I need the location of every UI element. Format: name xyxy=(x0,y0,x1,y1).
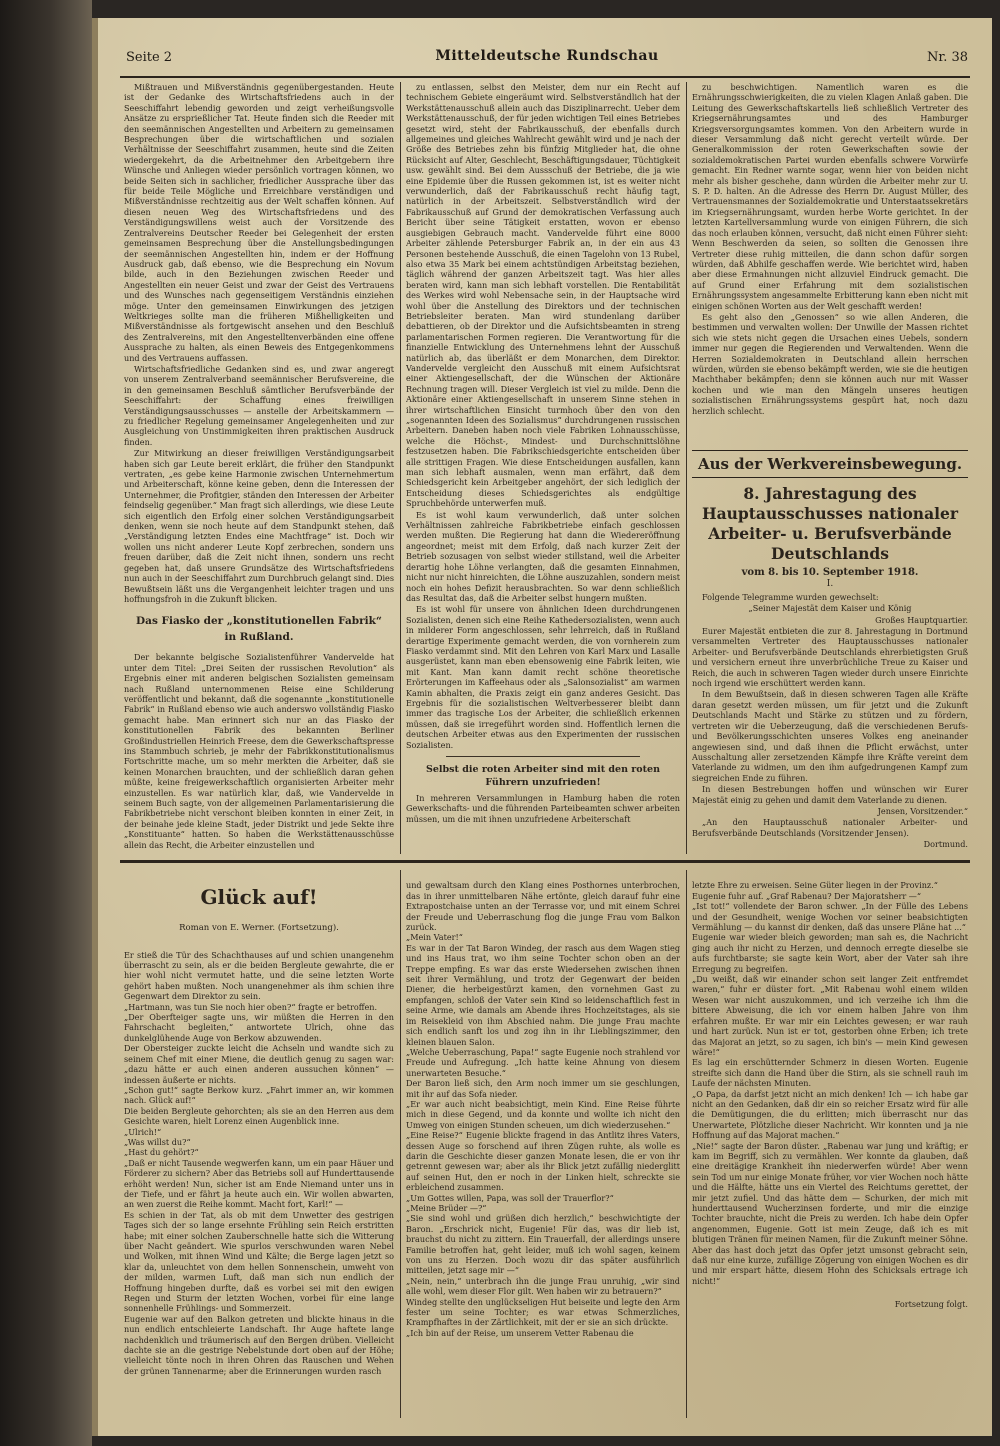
article-text: „An den Hauptausschuß nationaler Arbeiter- und Berufsverbände Deutschlands (Vorsitzender Jensen). xyxy=(692,817,968,838)
section-divider xyxy=(446,756,640,757)
article-text: Folgende Telegramme wurden gewechselt: xyxy=(702,591,879,602)
column-divider xyxy=(400,82,401,854)
column-divider xyxy=(400,870,401,1418)
article-text: zu beschwichtigen. Namentlich waren es die Ernährungsschwierigkeiten, die zu vielen Klagen Anlaß gaben. Die Leitung des Gewerkschaftskartells ließ schließlich Vertreter des Kriegsernährungsamtes und des Hamburger Kriegsversorgungsamtes kommen. Von den Arbeitern wurde in dieser Versammlung daß nicht gerecht verteilt würde. Der Generalkommission der roten Gewerkschaften sowie der sozialdemokratischen Partei wurden ebenfalls schwere Vorwürfe gemacht. Ein Redner warnte sogar, wenn hier von beiden nicht mehr als bisher geschehe, dann würden die Arbeiter mehr zur U. S. P. D. halten. An die Adresse des Herrn Dr. August Müller, des Vertrauensmannes der Sozialdemokratie und Unterstaatssekretärs im Kriegsernährungsamt, wurden herbe Worte gerichtet. In der letzten Kartellversammlung wurde von einigen Führern, die sich das noch erlauben können, versucht, daß nicht einen Führer sieht: Wenn Beschwerden da seien, so sollten die Genossen ihre Vertreter diese ruhig mitteilen, die dann schon dafür sorgen würden, daß Abhilfe geschaffen werde. Wie berichtet wird, haben aber diese Ermahnungen nicht allzuviel Eindruck gemacht. Die auf Grund einer Erfahrung mit dem sozialistischen Ernährungssystem angesammelte Erbitterung kann eben nicht mit einigen schönen Worten aus der Welt geschafft werden! xyxy=(692,82,968,311)
page-number: Seite 2 xyxy=(126,50,173,65)
telegram-address: „Seiner Majestät dem Kaiser und König xyxy=(748,603,912,614)
novel-column-1 xyxy=(124,870,394,1418)
part-number: I. xyxy=(826,579,834,590)
article-text: In diesen Bestrebungen hoffen und wünschen wir Eurer Majestät einig zu gehen und damit dem Vaterlande zu dienen. xyxy=(692,784,968,805)
article-heading: Das Fiasko der „konstitutionellen Fabrik“ xyxy=(136,615,382,628)
signature-location: Dortmund. xyxy=(923,839,968,850)
article-text: In mehreren Versammlungen in Hamburg haben die roten Gewerkschafts- und die führenden Parteibeamten schwer arbeiten müssen, um die mit ihnen unzufriedene Arbeiterschaft xyxy=(406,793,680,824)
novel-column-3 xyxy=(692,870,968,1418)
meeting-date: vom 8. bis 10. September 1918. xyxy=(741,567,919,578)
header-rule xyxy=(120,76,970,78)
article-text: In dem Bewußtsein, daß in diesen schweren Tagen alle Kräfte daran gesetzt werden müssen, um für jetzt und die Zukunft Deutschlands Macht und Stärke zu stützen und zu fördern, vertreten wir die Ueberzeugung, daß die verschiedenen Berufs- und Bevölkerungsschichten unseres Volkes eng aneinander angewiesen sind, und daß ihnen die Pflicht erwächst, unter Ausschaltung aller zersetzenden Kämpfe ihre Kräfte vereint dem Vaterlande zu widmen, um den ihm aufgedrungenen Kampf zum siegreichen Ende zu führen. xyxy=(692,689,968,783)
feuilleton-rule xyxy=(120,860,970,863)
column-divider xyxy=(686,870,687,1418)
newspaper-title: Mitteldeutsche Rundschau xyxy=(435,48,659,64)
novel-text: und gewaltsam durch den Klang eines Posthornes unterbrochen, das in ihrer unmittelbaren Nähe ertönte, gleich darauf fuhr eine Extrapostchaise unten an der Terrasse vor, und mit einem Schrei der Freude und Ueberraschung flog die junge Frau vom Balkon zurück. „Mein Vater!“ Es war in der Tat Baron Windeg, der rasch aus dem Wagen stieg und ins Haus trat, wo ihm seine Tochter schon oben an der Treppe empfing. Es war das erste Wiedersehen zwischen ihnen seit ihrer Vermählung, und trotz der Gegenwart der beiden Diener, die herbeigestürzt kamen, den vornehmen Gast zu empfangen, schloß der Vater sein Kind so leidenschaftlich fest in seine Arme, wie damals am Abende ihres Hochzeitstages, als sie im Reisekleid von ihm Abschied nahm. Die junge Frau machte sich endlich sanft los und zog ihn in ihr Lieblingszimmer, den kleinen blauen Salon. „Welche Ueberraschung, Papa!“ sagte Eugenie noch strahlend vor Freude und Aufregung. „Ich hatte keine Ahnung von diesem unerwarteten Besuche.“ Der Baron ließ sich, den Arm noch immer um sie geschlungen, mit ihr auf das Sofa nieder. „Er war auch nicht beabsichtigt, mein Kind. Eine Reise führte mich in diese Gegend, und da konnte und wollte ich nicht den Umweg von einigen Stunden scheuen, um dich wiederzusehen.“ „Eine Reise?“ Eugenie blickte fragend in das Antlitz ihres Vaters, dessen Auge so forschend auf ihren Zügen ruhte, als wolle es darin die Geschichte dieser ganzen Monate lesen, die er von ihr getrennt gewesen war; aber als ihr Blick jetzt zufällig niederglitt auf seinen Hut, den er noch in der Linken hielt, schreckte sie erbleichend zusammen. „Um Gottes willen, Papa, was soll der Trauerflor?“ „Meine Brüder —?“ „Sie sind wohl und grüßen dich herzlich,“ beschwichtigte der Baron. „Erschrick nicht, Eugenie! Für das, was dir lieb ist, brauchst du nicht zu zittern. Ein Trauerfall, der allerdings unsere Familie betroffen hat, geht leider, muß ich wohl sagen, keinem von uns zu Herzen. Doch wozu dir das später ausführlich mitteilen, jetzt sage mir —“ „Nein, nein,“ unterbrach ihn die junge Frau unruhig, „wir sind alle wohl, wem dieser Flor gilt. Wen haben wir zu betrauern?“ Windeg stellte den unglückseligen Hut beiseite und legte den Arm fester um seine Tochter; es war etwas Schmerzliches, Krampfhaftes in der Zärtlichkeit, mit der er sie an sich drückte. „Ich bin auf der Reise, um unserem Vetter Rabenau die xyxy=(406,880,680,1338)
article-text: Mißtrauen und Mißverständnis gegenübergestanden. Heute ist der Gedanke des Wirtschaftsfriedens auch in der Seeschiffahrt lebendig geworden und zeigt verheißungsvolle Ansätze zu ersprießlicher Tat. Heute finden sich die Reeder mit den seemännischen Angestellten und Arbeitern zu gemeinsamen Besprechungen über die wirtschaftlichen und sozialen Verhältnisse der Seeschiffahrt zusammen, heute sind die Zeiten wiedergekehrt, da die Arbeitnehmer den Arbeitgebern ihre Wünsche und Anliegen wieder persönlich vortragen können, wo beide Seiten sich in sachlicher, friedlicher Aussprache über das für beide Teile Mögliche und Erreichbare verständigen und Mißverständnisse rechtzeitig aus der Welt schaffen können. Auf diesen neuen Weg des Wirtschaftsfriedens und des Verständigungswillens weist auch der Vorsitzende des Zentralvereins Deutscher Reeder bei Gelegenheit der ersten gemeinsamen Besprechung über die Anstellungsbedingungen der seemännischen Angestellten hin, indem er der Hoffnung Ausdruck gab, daß ebenso, wie die Besprechung ein Novum bilde, auch in den Beziehungen zwischen Reeder und Angestellten ein neuer Geist und zwar der Geist des Vertrauens und des Wunsches nach gegenseitigem Verständnis einziehen möge. Unter den gemeinsamen Einwirkungen des jetzigen Weltkrieges sollte man die früheren Mißhelligkeiten und Mißverständnisse als fortgewischt ansehen und den Beschluß des Zentralvereins, mit den Angestelltenverbänden eine offene Aussprache zu halten, als einen Beweis des Entgegenkommens und des Vertrauens auffassen. xyxy=(124,82,394,363)
article-heading: Selbst die roten Arbeiter sind mit den roten Führern unzufrieden! xyxy=(426,764,660,788)
article-heading-sub: in Rußland. xyxy=(224,631,294,644)
article-text: Der bekannte belgische Sozialistenführer Vandervelde hat unter dem Titel: „Drei Seiten der russischen Revolution“ als Ergebnis einer mit anderen belgischen Sozialisten gemeinsam nach Rußland unternommenen Reise eine Schilderung veröffentlicht und bekannt, daß die sogenannte „konstitutionelle Fabrik“ in Rußland ebenso wie auch anderswo vollständig Fiasko gemacht habe. Man erinnert sich nur an das Fiasko der konstitutionellen Fabrik des bekannten Berliner Großindustriellen Heinrich Freese, dem die Gewerkschaftspresse ins Stammbuch schrieb, je mehr der Fabrikkonstitutionalismus Fortschritte mache, um so mehr merkten die Arbeiter, daß sie keinen Monarchen brauchten, und der schließlich daran gehen müßte, keine freigewerkschaftlich organisierten Arbeiter mehr einzustellen. Es war natürlich klar, daß, wie Vandervelde in seinem Buch sagte, von der allgemeinen Parlamentarisierung die Fabrikbetriebe nicht verschont bleiben konnten in einer Zeit, in der beinahe jede kleine Stadt, jeder Distrikt und jede Sekte ihre „Konstituante“ hatten. So haben die Werkstättenausschüsse allein das Recht, die Arbeiter einzustellen und xyxy=(124,652,394,850)
article-text: zu entlassen, selbst den Meister, dem nur ein Recht auf technischem Gebiete eingeräumt wird. Selbstverständlich hat der Werkstättenausschuß allein auch das Disziplinarrecht. Ueber dem Werkstättenausschuß, der für jeden wichtigen Teil eines Betriebes gesetzt wird, steht der Fabrikausschuß, der ebenfalls durch allgemeines und gleiches Wahlrecht gewählt wird und je nach der Größe des Betriebes zehn bis fünfzig Mitglieder hat, die ohne Rücksicht auf Alter, Geschlecht, Beschäftigungsdauer, Tüchtigkeit usw. gewählt sind. Bei dem Aussschuß der Betriebe, die ja wie eine Epidemie über die Russen gekommen ist, ist es weiter nicht verwunderlich, daß der Fabrikausschuß recht häufig tagt, natürlich in der Arbeitszeit. Selbstverständlich wird der Fabrikausschuß auf Grund der demokratischen Verfassung auch Bericht über seine Tätigkeit erstatten, wovon er ebenso ausgiebigen Gebrauch macht. Vandervelde führt eine 8000 Arbeiter zählende Petersburger Fabrik an, in der ein aus 43 Personen bestehende Ausschuß, die einen Tagelohn von 13 Rubel, also etwa 35 Mark bei einem achtstündigen Arbeitstag beziehen, täglich während der ganzen Arbeitszeit tagt. Was hier alles beraten wird, kann man sich lebhaft vorstellen. Die Rentabilität des Werkes wird wohl Nebensache sein, in der Hauptsache wird wohl über die Anstellung des Direktors und der technischen Betriebsleiter beraten. Man wird stundenlang darüber debattieren, ob der Direktor und die Aufsichtsbeamten in streng parlamentarischen Formen regieren. Die Verantwortung für die finanzielle Entwicklung des Unternehmens lehnt der Ausschuß natürlich ab, das überläßt er dem Monarchen, dem Direktor. Vandervelde vergleicht den Ausschuß mit einem Aufsichtsrat einer Aktiengesellschaft, der die Wünschen der Aktionäre Rechnung tragen will. Dieser Vergleich ist viel zu milde. Denn die Aktionäre einer Aktiengesellschaft in unserem Sinne stehen in ihrer wirtschaftlichen Einsicht turmhoch über den von den „sogenannten Ideen des Sozialismus“ durchdrungenen russischen Arbeitern. Daneben haben noch viele Fabriken Lohnausschüsse, welche die Höchst-, Mindest- und Durchschnittslöhne festzusetzen haben. Die Fabrikschiedsgerichte entscheiden über alle strittigen Fragen. Wie diese Entscheidungen ausfallen, kann man sich lebhaft ausmalen, wenn man erfährt, daß dem Schiedsgericht kein Arbeitgeber angehört, der sich lediglich der Entscheidung dieses Schiedsgerichtes als endgültige Spruchbehörde unterwerfen muß. xyxy=(406,82,680,509)
telegram-location: Großes Hauptquartier. xyxy=(875,614,968,625)
column-3-upper xyxy=(692,82,968,440)
column-2 xyxy=(406,82,680,854)
column-1 xyxy=(124,82,394,854)
novel-title: Glück auf! xyxy=(200,885,318,910)
novel-byline: Roman von E. Werner. (Fortsetzung). xyxy=(179,922,339,933)
article-text: Zur Mitwirkung an dieser freiwilligen Verständigungsarbeit haben sich gar Leute bereit erklärt, die früher den Standpunkt vertraten, „es gebe keine Harmonie zwischen Unternehmertum und Arbeiterschaft, könne keine geben, denn die Interessen der Unternehmer, die Profitgier, ständen den Interessen der Arbeiter feindselig gegenüber.“ Man fragt sich allerdings, wie diese Leute sich eigentlich den Erfolg einer solchen Verständigungsarbeit denken, wenn sie noch heute auf dem Standpunkt stehen, daß „Verständigung letzten Endes eine Machtfrage“ ist. Doch wir wollen uns nicht anderer Leute Kopf zerbrechen, sondern uns freuen darüber, daß die Zeit nicht ihnen, sondern uns recht gegeben hat, daß unsere Grundsätze des Wirtschaftsfriedens nun auch in der Seeschiffahrt zum Durchbruch gelangt sind. Dies Bewußtsein läßt uns die Vergangenheit leichter tragen und uns hoffnungsfroh in die Zukunft blicken. xyxy=(124,448,394,604)
article-text: Es ist wohl kaum verwunderlich, daß unter solchen Verhältnissen zahlreiche Fabrikbetriebe einfach geschlossen werden mußten. Die Regierung hat dann die Wiedereröffnung angeordnet; meist mit dem Erfolg, daß nach kurzer Zeit der Betrieb sozusagen von selbst wieder stillstand, weil die Arbeiter derartig hohe Löhne verlangten, daß die gesamten Einnahmen, nicht nur nicht hinreichten, die Löhne auszuzahlen, sondern meist noch ein hohes Defizit herausbrachten. So war denn schließlich das Resultat das, daß die Arbeiter selbst hungern mußten. xyxy=(406,509,680,603)
article-text: Eurer Majestät entbieten die zur 8. Jahrestagung in Dortmund versammelten Vertreter des Hauptausschusses nationaler Arbeiter- und Berufsverbände Deutschlands ehrerbietigsten Gruß und versichern erneut ihre unverbrüchliche Treue zu Kaiser und Reich, die auch in schweren Tagen wieder durch unsere Einrichte noch irgend wie erschüttert werden kann. xyxy=(692,626,968,689)
continuation-note: Fortsetzung folgt. xyxy=(894,1298,968,1309)
article-text: Es ist wohl für unsere von ähnlichen Ideen durchdrungenen Sozialisten, denen sich eine Reihe Kathedersozialisten, wenn auch in milderer Form angeschlossen, sehr lehrreich, daß in Rußland derartige Experimente gemacht werden, die von vornherein zum Fiasko verdammt sind. Mit den Lehren von Karl Marx und Lasalle ausgerüstet, kann man eben ebensowenig eine Fabrik leiten, wie mit Kant. Man kann damit recht schöne theoretische Erörterungen im Kaffeehaus oder als „Salonsozialist“ am warmen Kamin abhalten, die Praxis zeigt ein ganz anderes Gesicht. Das Ergebnis für die sozialistischen Weltverbesserer bleibt dann immer das tragische Los der Arbeiter, die schließlich erkennen müssen, daß sie irregeführt worden sind. Hoffentlich lernen die deutschen Arbeiter etwas aus den Experimenten der russischen Sozialisten. xyxy=(406,604,680,750)
signature: Jensen, Vorsitzender.“ xyxy=(877,805,968,816)
column-3-lower xyxy=(692,442,968,854)
book-binding xyxy=(0,0,92,1446)
newspaper-page xyxy=(92,18,992,1436)
page-header xyxy=(126,48,968,70)
article-text: Es geht also den „Genossen“ so wie allen Anderen, die bestimmen und verwalten wollen: Der Unwille der Massen richtet sich wie stets nicht gegen die Ursachen eines Uebels, sondern immer nur gegen die Regierenden und Verwaltenden. Wenn die Herren Sozialdemokraten in Deutschland allein herrschen würden, würden sie ebenso bekämpft werden, wie sie die heutigen Machthaber bekämpfen; denn sie können auch nur mit Wasser kochen und wie man den Mängeln unseres heutigen sozialistischen Ernährungssystems gespürt hat, noch dazu herzlich schlecht. xyxy=(692,311,968,416)
section-title-box: Aus der Werkvereinsbewegung. xyxy=(692,450,968,478)
novel-text: letzte Ehre zu erweisen. Seine Güter liegen in der Provinz.“ Eugenie fuhr auf. „Graf Rabenau? Der Majoratsherr —“ „Ist tot!“ vollendete der Baron schwer. „In der Fülle des Lebens und der Gesundheit, wenige Wochen vor seiner beabsichtigten Vermählung — du kannst dir denken, daß das unsere Pläne hat ...“ Eugenie war wieder bleich geworden; man sah es, die Nachricht ging auch ihr nicht zu Herzen, und dennoch erregte dieselbe sie aufs furchtbarste; sie sagte kein Wort, aber der Vater sah ihre Erregung zu begreifen. „Du weißt, daß wir einander schon seit langer Zeit entfremdet waren,“ fuhr er düster fort. „Mit Rabenau wohl einem wilden Wesen war nicht auszukommen, und ich verzeihe ich ihm die bittere Abweisung, die ich vor einem halben Jahre von ihm erfahren mußte. Er war mir ein Leichtes gewesen; er war rauh und hart zurück. Nun ist er tot, gestorben ohne Erben; ich trete das Majorat an jetzt, so zu sagen, ich bin's — mein Kind gewesen wäre!“ Es lag ein erschütternder Schmerz in diesen Worten. Eugenie streifte sich dann die Hand über die Stirn, als sie schnell rauh im Laufe der nächsten Minuten. „O Papa, da darfst jetzt nicht an mich denken! Ich — ich habe gar nicht an den Gedanken, daß dir ein so reicher Ersatz wird für alle die Demütigungen, die du erlitten; mich überrascht nur das Unerwartete, Plötzliche dieser Nachricht. Wir konnten und ja nie Hoffnung auf das Majorat machen.“ „Nie!“ sagte der Baron düster. „Rabenau war jung und kräftig; er kam im Begriff, sich zu vermählen. Wer konnte da glauben, daß eine dreitägige Krankheit ihn niederwerfen würde! Aber wenn sein Tod um nur einige Monate früher, vor vier Wochen noch hätte und die Hälfte, hätte uns ein Viertel des Reichtums gerettet, der mir jetzt zufiel. Und das hätte dem — Schurken, der mich mit hunderttausend Wucherzinsen forderte, und mir die einzige Tochter brauchte, nicht die Preis zu werden. Ich habe dein Opfer angenommen, Eugenie. Gott ist mein Zeuge, daß ich es mit blutigen Tränen für meinen Namen, für die Zukunft meiner Söhne. Aber das hast doch jetzt das Opfer jetzt umsonst gebracht sein, daß nur eine kurze, zufällige Zögerung von einigen Wochen es dir und mir erspart hätte, diesem Hohn des Schicksals ertrage ich nicht!“ xyxy=(692,880,968,1286)
novel-text: Er stieß die Tür des Schachthauses auf und schien unangenehm überrascht zu sein, als er die beiden Bergleute gewahrte, die er hier wohl nicht vermutet hatte, und die seine letzten Worte gehört haben mußten. Noch unangenehmer als ihm schien ihre Gegenwart dem Direktor zu sein. „Hartmann, was tun Sie noch hier oben?“ fragte er betroffen. „Der Oberfteiger sagte uns, wir müßten die Herren in den Fahrschacht begleiten,“ antwortete Ulrich, ohne das dunkelglühende Auge von Berkow abzuwenden. Der Obersteiger zuckte leicht die Achseln und wandte sich zu seinem Chef mit einer Miene, die deutlich genug zu sagen war: „dazu hätte er auch einen anderen aussuchen können“ — indessen äußerte er nichts. „Schon gut!“ sagte Berkow kurz. „Fahrt immer an, wir kommen nach. Glück auf!“ Die beiden Bergleute gehorchten; als sie an den Herren aus dem Gesichte waren, hielt Lorenz einen Augenblick inne. „Ulrich!“ „Was willst du?“ „Hast du gehört?“ „Daß er nicht Tausende wegwerfen kann, um ein paar Häuer und Förderer zu sichern? Aber das Betriebs soll auf Hunderttausende erhöht werden! Nun, sicher ist am Ende Niemand unter uns in der Tiefe, und er fährt ja heute auch ein. Wir wollen abwarten, an wen zuerst die Reihe kommt. Macht fort, Karl!“ — Es schien in der Tat, als ob mit dem Unwetter des gestrigen Tages sich der so lange ersehnte Frühling sein Reich erstritten habe; mit einer solchen Zauberschnelle hatte sich die Witterung über Nacht geändert. Wie spurlos verschwunden waren Nebel und Wolken, mit ihnen Wind und Kälte; die Berge lagen jetzt so klar da, unleuchtet von dem hellen Sonnenschein, umweht von der milden, warmen Luft, daß man sich nun endlich der Hoffnung hingeben durfte, daß es vorbei sei mit den ewigen Regen und Sturm der letzten Wochen, vorbei für eine lange sonnenhelle Frühlings- und Sommerzeit. Eugenie war auf den Balkon getreten und blickte hinaus in die nun endlich entschleierte Landschaft. Ihr Auge haftete lange nachdenklich und träumerisch auf den Bergen drüben. Vielleicht dachte sie an die gestrige Nebelstunde dort oben auf der Höhe; vielleicht tönte noch in ihren Ohren das Rauschen und Wehen der grünen Tannenarme; aber die Erinnerungen wurden rasch xyxy=(124,949,394,1376)
meeting-title: 8. Jahrestagung des Hauptausschusses nationaler Arbeiter- u. Berufsverbände Deutschlands xyxy=(701,484,959,563)
article-text: Wirtschaftsfriedliche Gedanken sind es, und zwar angeregt von unserem Zentralverband seemännischer Berufsvereine, die in den gemeinsamen Beschluß sämtlicher Berufsverbände der Seeschiffahrt: der Schaffung eines freiwilligen Verständigungsausschusses — anstelle der Arbeitskammern — zu friedlicher Regelung gemeinsamer Angelegenheiten und zur Ausgleichung von Unstimmigkeiten ihren praktischen Ausdruck finden. xyxy=(124,363,394,447)
column-divider xyxy=(686,82,687,854)
novel-column-2 xyxy=(406,870,680,1418)
issue-number: Nr. 38 xyxy=(927,50,968,65)
